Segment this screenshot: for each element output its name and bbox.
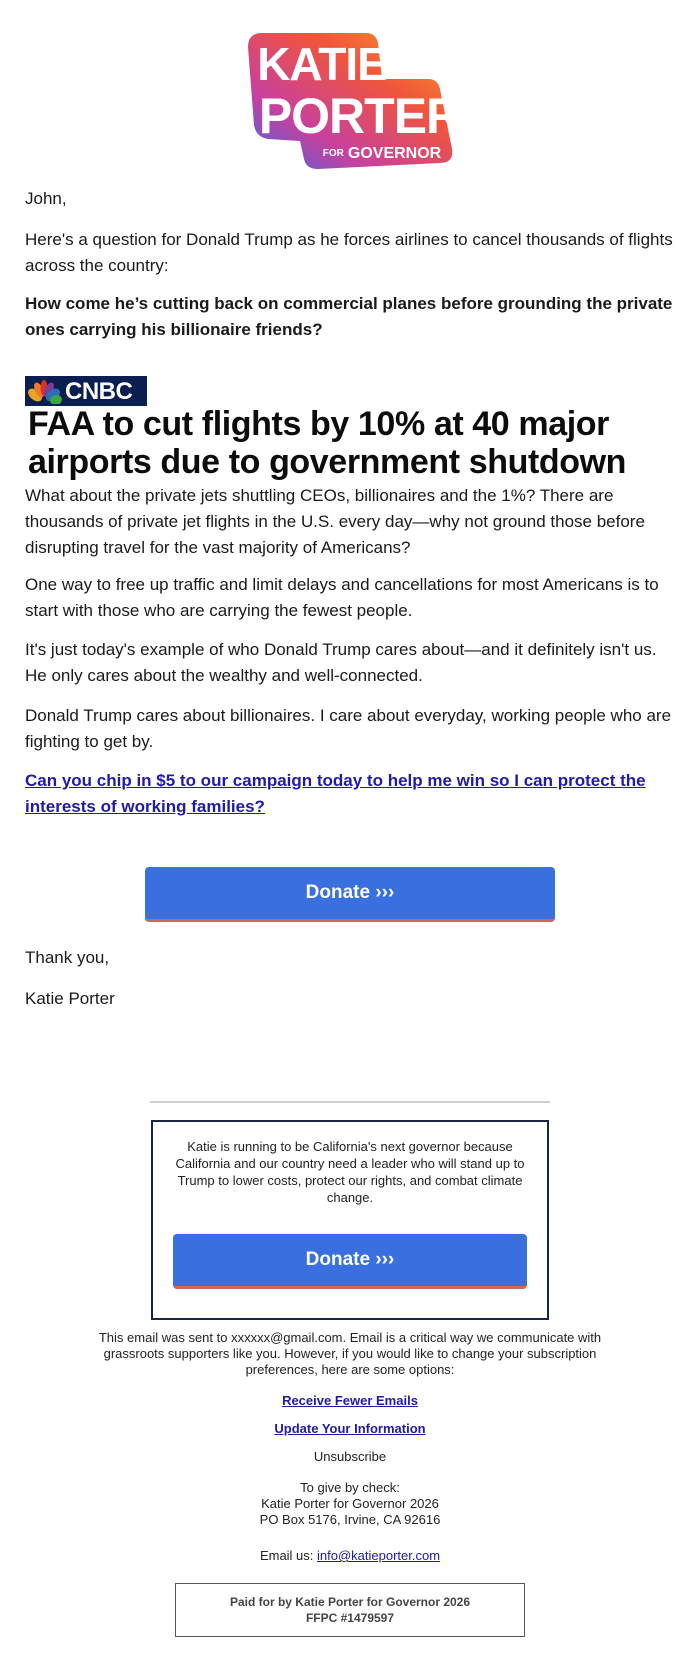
logo-for-text: FOR: [322, 148, 344, 159]
ffpc-number: FFPC #1479597: [305, 1611, 395, 1625]
logo-katie-text: KATIE: [257, 38, 387, 90]
cnbc-wordmark: CNBC: [65, 378, 133, 405]
bold-question: How come he’s cutting back on commercial planes before grounding the private ones carrying his billionaire friends?: [25, 294, 673, 339]
paragraph-free-up-traffic: One way to free up traffic and limit delays and cancellations for most Americans is to start with those who are carrying the fewest people.: [25, 575, 659, 620]
sent-notice: This email was sent to xxxxxx@gmail.com. Email is a critical way we communicate with grassroots supporters like you. However, if you would like to change your subscription preferences, here are some options:: [98, 1330, 602, 1377]
intro-paragraph: Here's a question for Donald Trump as he forces airlines to cancel thousands of flights across the country:: [25, 230, 673, 275]
campaign-info-text: Katie is running to be California's next governor because California and our country need a leader who will stand up to Trump to lower costs, protect our rights, and combat climate change.: [175, 1139, 525, 1205]
check-name: Katie Porter for Governor 2026: [261, 1496, 439, 1511]
receive-fewer-emails-link[interactable]: Receive Fewer Emails: [282, 1393, 418, 1408]
donate-button[interactable]: Donate ›››: [145, 867, 555, 922]
paid-for-box: [175, 1583, 525, 1637]
peacock-icon: [28, 380, 64, 404]
divider: [150, 1101, 550, 1103]
signoff: Thank you,: [25, 948, 110, 967]
check-label: To give by check:: [300, 1480, 400, 1495]
paragraph-private-jets: What about the private jets shuttling CEOs, billionaires and the 1%? There are thousands of private jet flights in the U.S. every day—why not ground those before disrupting travel for the vast majority of Americans?: [25, 486, 645, 557]
email-us-label: Email us:: [259, 1548, 318, 1563]
logo-governor-text: [278, 145, 486, 163]
update-information-link[interactable]: Update Your Information: [274, 1421, 426, 1436]
cnbc-badge: [25, 376, 147, 406]
donate-button-footer[interactable]: Donate ›››: [173, 1234, 527, 1289]
update-info-wrap: [70, 1421, 630, 1437]
campaign-info-box: [151, 1120, 549, 1320]
unsubscribe-link[interactable]: Unsubscribe: [313, 1449, 387, 1464]
paragraph-billionaires: Donald Trump cares about billionaires. I care about everyday, working people who are fighting to get by.: [25, 706, 672, 751]
email-link[interactable]: info@katieporter.com: [317, 1548, 441, 1563]
check-info: [70, 1480, 630, 1528]
news-headline: FAA to cut flights by 10% at 40 major airports due to government shutdown: [28, 405, 627, 481]
campaign-logo: [248, 31, 462, 171]
logo-porter-text: PORTER: [258, 88, 462, 144]
logo-governor-word: GOVERNOR: [347, 145, 442, 162]
paid-for-text: Paid for by Katie Porter for Governor 2026: [229, 1595, 471, 1609]
signature: Katie Porter: [25, 989, 115, 1008]
chip-in-link[interactable]: Can you chip in $5 to our campaign today to help me win so I can protect the interests of working families?: [25, 771, 646, 816]
email-us: [70, 1548, 630, 1564]
check-address: PO Box 5176, Irvine, CA 92616: [259, 1512, 441, 1527]
greeting: John,: [25, 189, 67, 208]
receive-fewer-wrap: [70, 1393, 630, 1409]
chip-in-link-wrap: [25, 768, 677, 820]
paragraph-todays-example: It's just today's example of who Donald Trump cares about—and it definitely isn't us. He only cares about the wealthy and well-connected.: [25, 640, 657, 685]
